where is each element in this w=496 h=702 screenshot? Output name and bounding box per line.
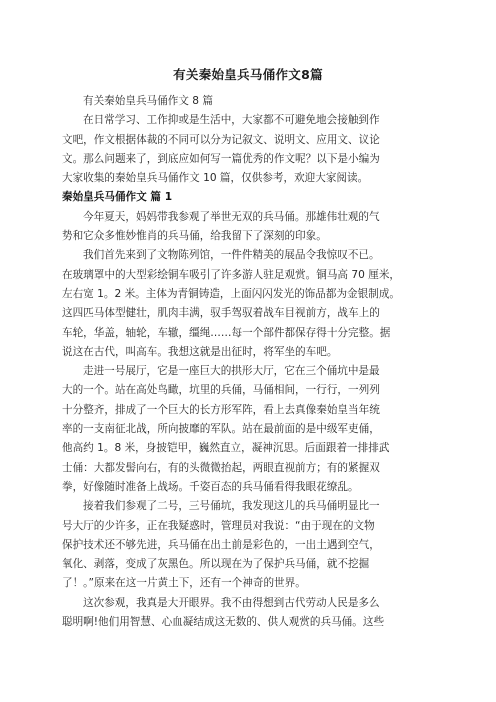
text-line: 他高约 1。8 米，身披铠甲，巍然直立，凝神沉思。后面跟着一排排武 bbox=[62, 442, 390, 455]
document-title: 有关秦始皇兵马俑作文8篇 bbox=[173, 67, 323, 82]
text-line: 号大厅的少许多，正在我疑惑时，管理员对我说：“由于现在的文物 bbox=[62, 519, 375, 532]
text-line: 我们首先来到了文物陈列馆，一件件精美的展品令我惊叹不已。 bbox=[83, 249, 380, 262]
text-line: 拳，好像随时准备上战场。千姿百态的兵马俑看得我眼花缭乱。 bbox=[62, 480, 359, 493]
text-line: 势和它众多惟妙惟肖的兵马俑，给我留下了深刻的印象。 bbox=[62, 230, 327, 243]
text-line: 走进一号展厅，它是一座巨大的拱形大厅，它在三个俑坑中是最 bbox=[83, 365, 380, 378]
text-line: 聪明啊!他们用智慧、心血凝结成这无数的、供人观赏的兵马俑。这些 bbox=[62, 616, 385, 629]
text-line: 有关秦始皇兵马俑作文 8 篇 bbox=[83, 95, 214, 107]
text-line: 士俑：大都发髻向右，有的头微微抬起，两眼直视前方；有的紧握双 bbox=[62, 461, 380, 474]
text-line: 说这在古代，叫高车。我想这就是出征时，将军坐的车吧。 bbox=[62, 345, 338, 358]
text-line: 今年夏天，妈妈带我参观了举世无双的兵马俑。那雄伟壮观的气 bbox=[83, 210, 380, 223]
text-line: 率的一支南征北战，所向披靡的军队。站在最前面的是中级军吏俑， bbox=[62, 423, 380, 436]
text-line: 这四匹马体型健壮，肌肉丰满，驭手驾驭着战车目视前方，战车上的 bbox=[62, 307, 380, 320]
text-line: 了！。”原来在这一片黄土下，还有一个神奇的世界。 bbox=[62, 577, 306, 590]
text-line: 大的一个。站在高处鸟瞰，坑里的兵俑，马俑相间，一行行，一列列 bbox=[62, 384, 380, 397]
text-line: 车轮，华盖，轴轮，车辙，缰绳……每一个部件都保存得十分完整。据 bbox=[62, 326, 391, 339]
text-line: 接着我们参观了二号，三号俑坑，我发现这儿的兵马俑明显比一 bbox=[83, 500, 380, 513]
text-line: 大家收集的秦始皇兵马俑作文 10 篇，仅供参考，欢迎大家阅读。 bbox=[62, 172, 369, 185]
text-line: 保护技术还不够先进，兵马俑在出土前是彩色的，一出土遇到空气， bbox=[62, 538, 380, 551]
text-line: 十分整齐，排成了一个巨大的长方形军阵，看上去真像秦始皇当年统 bbox=[62, 403, 380, 416]
text-line: 氧化、剥落，变成了灰黑色。所以现在为了保护兵马俑，就不挖掘 bbox=[62, 558, 370, 571]
text-line: 文吧，作文根据体裁的不同可以分为记叙文、说明文、应用文、议论 bbox=[62, 133, 380, 146]
text-line: 左右宽 1。2 米。主体为青铜铸造，上面闪闪发光的饰品都为金银制成。 bbox=[62, 287, 401, 300]
text-line: 文。那么问题来了，到底应如何写一篇优秀的作文呢？以下是小编为 bbox=[62, 152, 380, 165]
text-line: 在日常学习、工作抑或是生活中，大家都不可避免地会接触到作 bbox=[83, 114, 380, 127]
section-heading: 秦始皇兵马俑作文 篇 1 bbox=[62, 191, 173, 204]
text-line: 在玻璃罩中的大型彩绘铜车吸引了许多游人驻足观赏。铜马高 70 厘米， bbox=[62, 268, 401, 281]
document-body bbox=[62, 92, 438, 632]
text-line: 这次参观，我真是大开眼界。我不由得想到古代劳动人民是多么 bbox=[83, 596, 380, 609]
